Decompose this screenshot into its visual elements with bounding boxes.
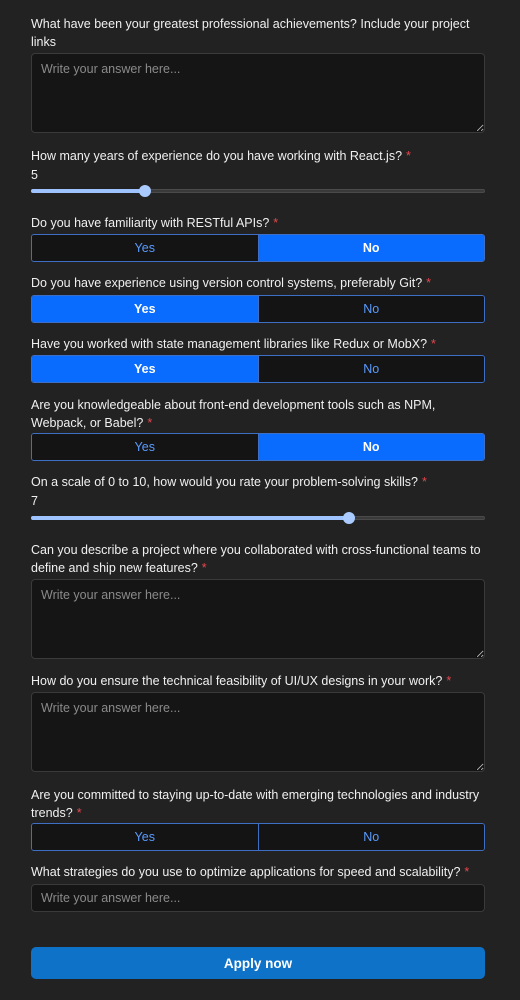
achievements-textarea[interactable] (31, 53, 485, 133)
collaboration-textarea[interactable] (31, 579, 485, 659)
question-problem-solving-label: On a scale of 0 to 10, how would you rate your problem-solving skills? * (31, 475, 427, 489)
state-mgmt-yes-option[interactable]: Yes (32, 356, 258, 382)
restful-no-option[interactable]: No (258, 235, 485, 261)
optimization-input[interactable] (31, 884, 485, 912)
apply-now-button[interactable]: Apply now (31, 947, 485, 979)
required-mark: * (273, 216, 279, 230)
question-git-label: Do you have experience using version control systems, preferably Git? * (31, 276, 432, 290)
git-no-option[interactable]: No (258, 296, 485, 322)
problem-solving-slider[interactable] (31, 512, 485, 524)
question-state-mgmt-label: Have you worked with state management libraries like Redux or MobX? * (31, 337, 436, 351)
required-mark: * (422, 475, 427, 489)
git-toggle (31, 295, 485, 323)
question-react-years-label: How many years of experience do you have working with React.js? * (31, 149, 411, 163)
question-collaboration-label: Can you describe a project where you collaborated with cross-functional teams to define and ship new features? * (31, 543, 481, 575)
ux-feasibility-textarea[interactable] (31, 692, 485, 772)
required-mark: * (147, 416, 153, 430)
question-frontend-tools-label: Are you knowledgeable about front-end development tools such as NPM, Webpack, or Babel? * (31, 398, 436, 430)
question-up-to-date-label: Are you committed to staying up-to-date with emerging technologies and industry trends? * (31, 788, 480, 820)
restful-yes-option[interactable]: Yes (32, 235, 258, 261)
required-mark: * (406, 149, 411, 163)
required-mark: * (431, 337, 436, 351)
slider-thumb[interactable] (343, 512, 355, 524)
react-years-value: 5 (31, 168, 38, 182)
slider-thumb[interactable] (139, 185, 151, 197)
state-mgmt-toggle (31, 355, 485, 383)
up-to-date-toggle (31, 823, 485, 851)
question-optimization-label: What strategies do you use to optimize applications for speed and scalability? * (31, 865, 470, 879)
react-years-slider[interactable] (31, 185, 485, 197)
state-mgmt-no-option[interactable]: No (258, 356, 485, 382)
slider-fill (31, 516, 349, 520)
required-mark: * (446, 674, 452, 688)
git-yes-option[interactable]: Yes (32, 296, 258, 322)
restful-toggle (31, 234, 485, 262)
frontend-tools-toggle (31, 433, 485, 461)
up-to-date-no-option[interactable]: No (258, 824, 485, 850)
slider-fill (31, 189, 145, 193)
question-ux-feasibility-label: How do you ensure the technical feasibility of UI/UX designs in your work? * (31, 674, 452, 688)
required-mark: * (201, 561, 207, 575)
required-mark: * (464, 865, 470, 879)
frontend-tools-no-option[interactable]: No (258, 434, 485, 460)
required-mark: * (76, 806, 82, 820)
frontend-tools-yes-option[interactable]: Yes (32, 434, 258, 460)
problem-solving-value: 7 (31, 494, 38, 508)
required-mark: * (426, 276, 432, 290)
question-achievements-label: What have been your greatest professional achievements? Include your project links (31, 15, 486, 69)
up-to-date-yes-option[interactable]: Yes (32, 824, 258, 850)
question-restful-label: Do you have familiarity with RESTful APIs? * (31, 216, 279, 230)
